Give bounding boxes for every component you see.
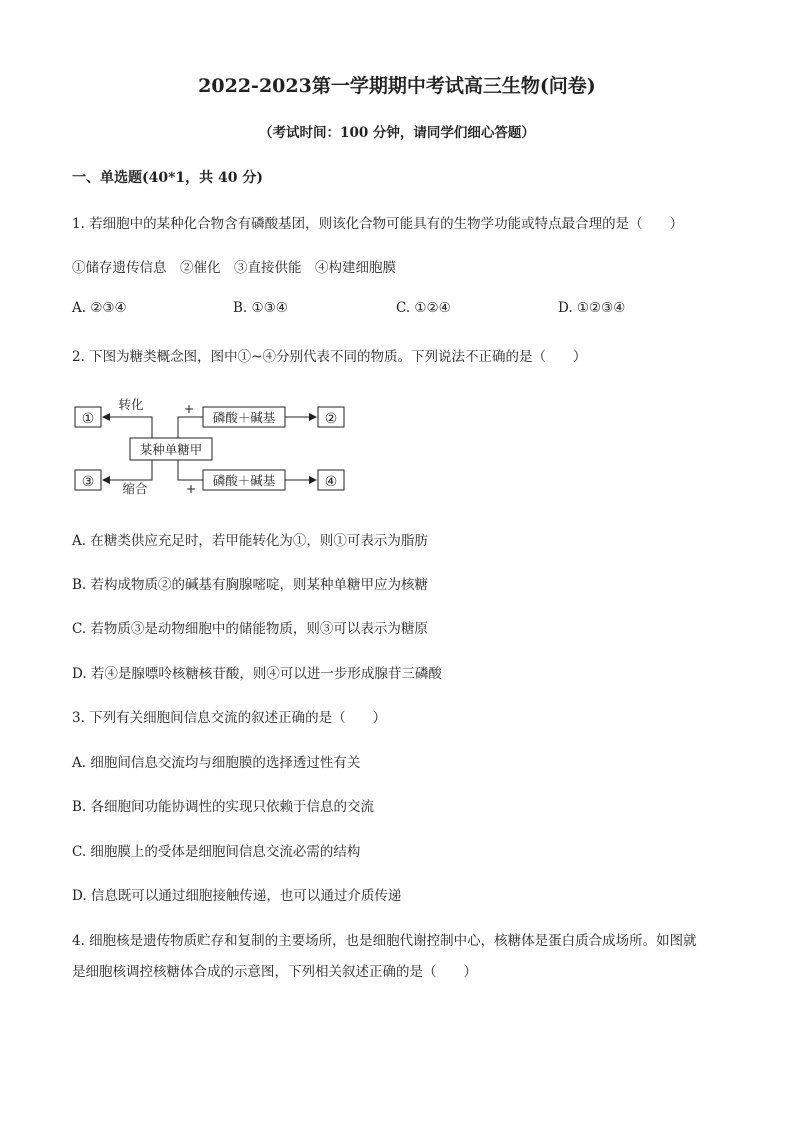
center-label: 某种单糖甲: [139, 442, 203, 457]
q1-option-c: C. ①②④: [396, 300, 451, 316]
q2-option-d: D. 若④是腺嘌呤核糖核苷酸，则④可以进一步形成腺苷三磷酸: [72, 666, 442, 682]
q2-stem: 2. 下图为糖类概念图，图中①~④分别代表不同的物质。下列说法不正确的是（ ）: [72, 349, 587, 365]
q1-option-a: A. ②③④: [72, 300, 127, 316]
q3-option-d: D. 信息既可以通过细胞接触传递，也可以通过介质传递: [72, 888, 402, 904]
top-branch-line: [178, 417, 203, 438]
q3-option-a: A. 细胞间信息交流均与细胞膜的选择透过性有关: [72, 755, 361, 771]
box-2-label: ②: [324, 411, 338, 427]
q3-option-b: B. 各细胞间功能协调性的实现只依赖于信息的交流: [72, 799, 375, 815]
bottom-branch-line: [178, 460, 203, 480]
q4-stem-line2: 是细胞核调控核糖体合成的示意图，下列相关叙述正确的是（ ）: [72, 964, 477, 980]
q2-option-b: B. 若构成物质②的碱基有胸腺嘧啶，则某种单糖甲应为核糖: [72, 577, 429, 593]
condense-label: 缩合: [122, 481, 148, 496]
q4-stem-line1: 4. 细胞核是遗传物质贮存和复制的主要场所，也是细胞代谢控制中心，核糖体是蛋白质合成场所。如图就: [72, 933, 697, 949]
exam-subtitle: （考试时间：100 分钟，请同学们细心答题）: [259, 125, 535, 141]
q2-option-c: C. 若物质③是动物细胞中的储能物质，则③可以表示为糖原: [72, 621, 428, 637]
q2-option-a: A. 在糖类供应充足时，若甲能转化为①，则①可表示为脂肪: [72, 533, 428, 549]
section-heading: 一、单选题(40*1，共 40 分): [72, 170, 264, 186]
bottom-label: 磷酸＋碱基: [212, 473, 276, 488]
q1-option-b: B. ①③④: [233, 300, 288, 316]
box-3-label: ③: [81, 474, 95, 490]
box-4-label: ④: [324, 474, 338, 490]
top-label: 磷酸＋碱基: [212, 410, 276, 425]
convert-arrow: [103, 417, 152, 438]
q3-stem: 3. 下列有关细胞间信息交流的叙述正确的是（ ）: [72, 710, 387, 726]
q1-items: ①储存遗传信息 ②催化 ③直接供能 ④构建细胞膜: [72, 260, 396, 276]
q3-option-c: C. 细胞膜上的受体是细胞间信息交流必需的结构: [72, 844, 361, 860]
plus-bottom: +: [185, 481, 197, 496]
convert-label: 转化: [118, 397, 144, 412]
q1-option-d: D. ①②③④: [558, 300, 626, 316]
box-1-label: ①: [81, 411, 95, 427]
sugar-concept-diagram: [60, 390, 360, 500]
page-title: 2022-2023第一学期期中考试高三生物(问卷): [198, 75, 596, 97]
q1-stem: 1. 若细胞中的某种化合物含有磷酸基团，则该化合物可能具有的生物学功能或特点最合理的是（ ）: [72, 216, 684, 232]
condense-arrow: [103, 460, 152, 480]
plus-top: +: [183, 401, 195, 416]
